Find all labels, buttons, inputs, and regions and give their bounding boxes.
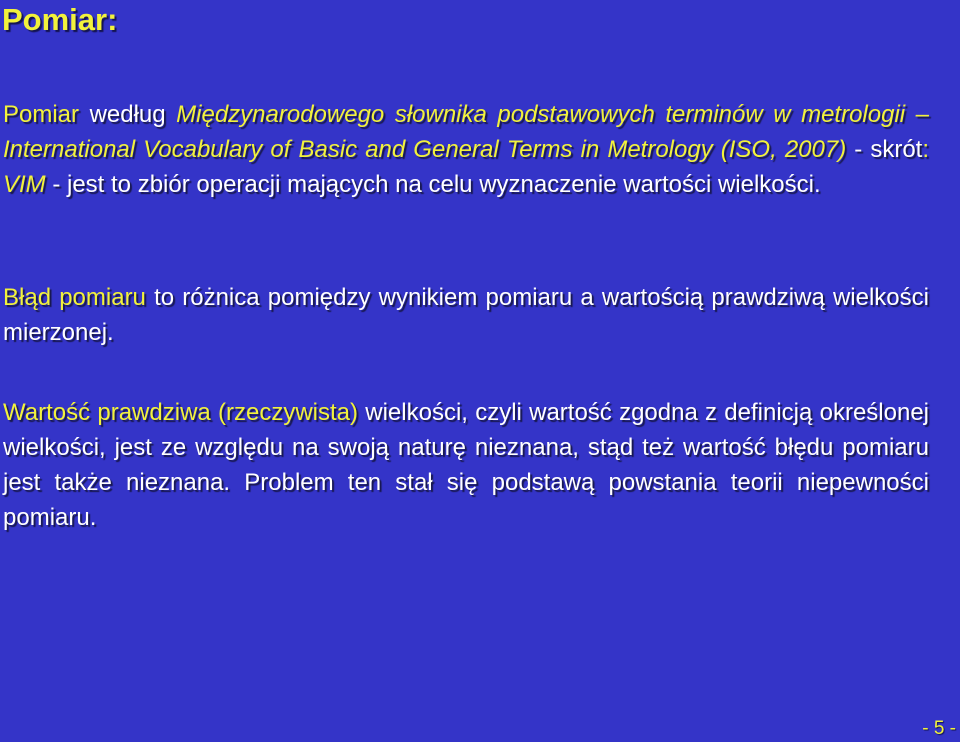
paragraph1-colon: :	[922, 136, 930, 163]
term-blad-pomiaru: Błąd pomiaru	[3, 284, 146, 311]
term-wartosc-prawdziwa: Wartość prawdziwa (rzeczywista)	[3, 399, 359, 426]
paragraph1-text-3: - jest to zbiór operacji mających na celu wyznaczenie wartości wielkości.	[45, 171, 821, 198]
paragraph-measurement-error	[3, 280, 929, 350]
paragraph-measurement-definition	[3, 97, 929, 202]
abbreviation-vim: VIM	[3, 171, 46, 198]
page-number: - 5 -	[922, 718, 956, 739]
paragraph1-text-1: według	[79, 101, 177, 128]
paragraph1-text-2: - skrót	[846, 136, 923, 163]
paragraph2-text: to różnica pomiędzy wynikiem pomiaru a wartością prawdziwą wielkości mierzonej.	[3, 284, 929, 346]
source-reference: Międzynarodowego słownika podstawowych terminów w metrologii – International Vocabulary of Basic and General Terms in Metrology (ISO, 2007)	[3, 101, 930, 163]
paragraph3-text: wielkości, czyli wartość zgodna z definicją określonej wielkości, jest ze względu na swoją naturę nieznana, stąd też wartość błędu pomiaru jest także nieznana. Problem ten stał się podstawą powstania teorii niepewności pomiaru.	[3, 399, 930, 531]
term-pomiar: Pomiar	[3, 101, 80, 128]
slide-title: Pomiar:	[2, 2, 118, 37]
paragraph-true-value	[3, 395, 929, 535]
